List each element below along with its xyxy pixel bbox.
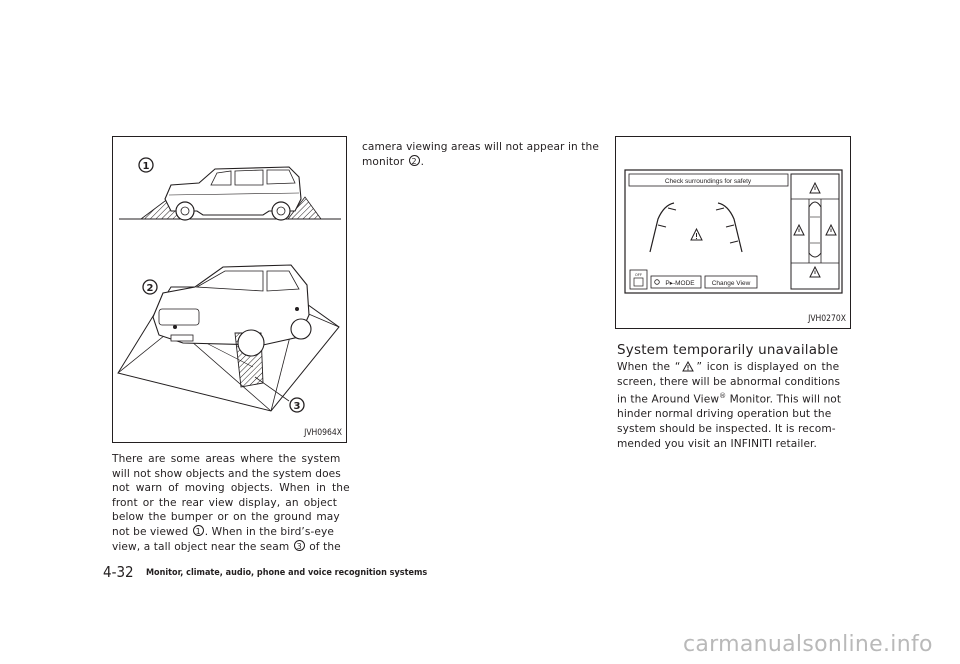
svg-text:3: 3 xyxy=(293,401,301,412)
svg-text:2: 2 xyxy=(146,283,154,294)
change-view-label: Change View xyxy=(711,280,751,287)
column-2-text xyxy=(362,140,602,169)
text-fragment: of the xyxy=(309,540,341,553)
column-1-text xyxy=(112,452,350,554)
text-line: mended you visit an INFINITI retailer. xyxy=(617,437,818,450)
figure-code: JVH0270X xyxy=(808,314,846,324)
text-fragment: in the Around View xyxy=(617,393,720,406)
text-line: below the bumper or on the ground may xyxy=(112,511,340,524)
text-line xyxy=(362,155,602,170)
text-fragment: view, a tall object near the seam xyxy=(112,540,290,553)
section-heading: System temporarily unavailable xyxy=(617,342,839,358)
text-fragment: . When in the bird’s-eye xyxy=(204,525,335,538)
callout-1 xyxy=(139,158,153,172)
column-3-text xyxy=(617,360,855,451)
text-fragment: monitor xyxy=(362,155,405,168)
pmode-button xyxy=(651,276,701,288)
text-fragment: Monitor. This will not xyxy=(726,393,842,406)
callout-2 xyxy=(143,280,157,294)
camera-off-button xyxy=(630,270,647,289)
text-line: screen, there will be abnormal conditions xyxy=(617,375,841,388)
text-fragment: ” icon is displayed on the xyxy=(696,361,840,373)
text-line: hinder normal driving operation but the xyxy=(617,408,832,421)
text-line: camera viewing areas will not appear in the xyxy=(362,141,599,153)
callout-ref-3: 3 xyxy=(294,540,305,551)
text-line: There are some areas where the system xyxy=(112,453,341,465)
callout-3 xyxy=(255,377,304,412)
registered-mark: ® xyxy=(719,392,727,401)
text-line: will not show objects and the system does xyxy=(112,467,341,480)
text-line xyxy=(617,360,855,375)
text-line xyxy=(112,525,350,540)
monitor-screen-illustration xyxy=(616,137,850,328)
page-number: 4-32 xyxy=(103,563,134,581)
text-line: system should be inspected. It is recom- xyxy=(617,422,836,435)
camera-blind-spot-illustration xyxy=(113,137,346,442)
change-view-button xyxy=(705,276,757,288)
svg-text:1: 1 xyxy=(142,161,150,172)
figure-around-view-monitor xyxy=(615,136,851,329)
text-line: front or the rear view display, an object xyxy=(112,496,338,509)
text-fragment: not be viewed xyxy=(112,525,189,538)
warning-icon xyxy=(682,361,694,372)
pmode-label: P▸-MODE xyxy=(665,280,695,287)
text-fragment: . xyxy=(420,155,425,168)
figure-code: JVH0964X xyxy=(304,428,342,438)
callout-ref-1: 1 xyxy=(193,525,204,536)
text-fragment: When the “ xyxy=(617,361,681,373)
callout-ref-2: 2 xyxy=(409,155,420,166)
text-line xyxy=(112,540,350,555)
birds-eye-view xyxy=(791,174,839,289)
suv-side-view xyxy=(119,167,341,220)
figure-camera-blind-spots xyxy=(112,136,347,443)
section-footer-title: Monitor, climate, audio, phone and voice recognition systems xyxy=(146,568,428,578)
text-line xyxy=(617,389,855,407)
text-line: not warn of moving objects. When in the xyxy=(112,482,350,495)
watermark: carmanualsonline.info xyxy=(683,632,933,657)
off-label: OFF xyxy=(635,273,642,277)
banner-text: Check surroundings for safety xyxy=(664,178,752,185)
